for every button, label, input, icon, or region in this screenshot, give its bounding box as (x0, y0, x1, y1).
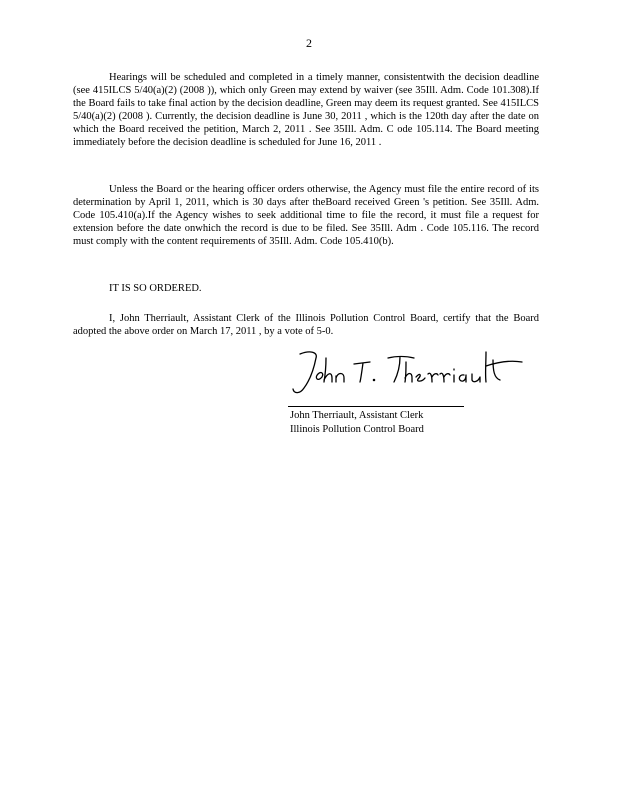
signature-line (288, 406, 464, 407)
paragraph-text: Hearings will be scheduled and completed in a timely manner, consistentwith the decision deadline (see 415ILCS 5/40(a)(2) (2008 )), which only Green may extend by waiver (see 35Ill. Adm. Code 101.308).If the Board fails to take final action by the decision deadline, Green may deem its request granted. See 415ILCS 5/40(a)(2) (2008 ). Currently, the decision deadline is June 30, 2011 , which is the 120th day after the date on which the Board received the petition, March 2, 2011 . See 35Ill. Adm. C ode 105.114. The Board meeting immediately before the decision deadline is scheduled for June 16, 2011 . (73, 72, 539, 149)
signature-block (290, 409, 424, 437)
paragraph-text: Unless the Board or the hearing officer orders otherwise, the Agency must file the entire record of its determination by April 1, 2011, which is 30 days after theBoard received Green 's petition. See 35Ill. Adm. Code 105.410(a).If the Agency wishes to seek additional time to file the record, it must file a request for extension before the date onwhich the record is due to be filed. See 35Ill. Adm . Code 105.116. The record must comply with the content requirements of 35Ill. Adm. Code 105.410(b). (73, 184, 539, 248)
signer-organization: Illinois Pollution Control Board (290, 424, 424, 435)
paragraph-hearings (73, 71, 539, 150)
paragraph-record-filing (73, 183, 539, 248)
paragraph-so-ordered (73, 282, 539, 295)
handwritten-signature (288, 344, 548, 404)
signer-name-title: John Therriault, Assistant Clerk (290, 410, 424, 421)
paragraph-text: IT IS SO ORDERED. (109, 283, 202, 294)
paragraph-certification (73, 312, 539, 338)
page-number: 2 (306, 36, 312, 50)
signature-graphic (288, 344, 528, 404)
paragraph-text: I, John Therriault, Assistant Clerk of the Illinois Pollution Control Board, certify that the Board adopted the above order on March 17, 2011 , by a vote of 5-0. (73, 313, 539, 338)
